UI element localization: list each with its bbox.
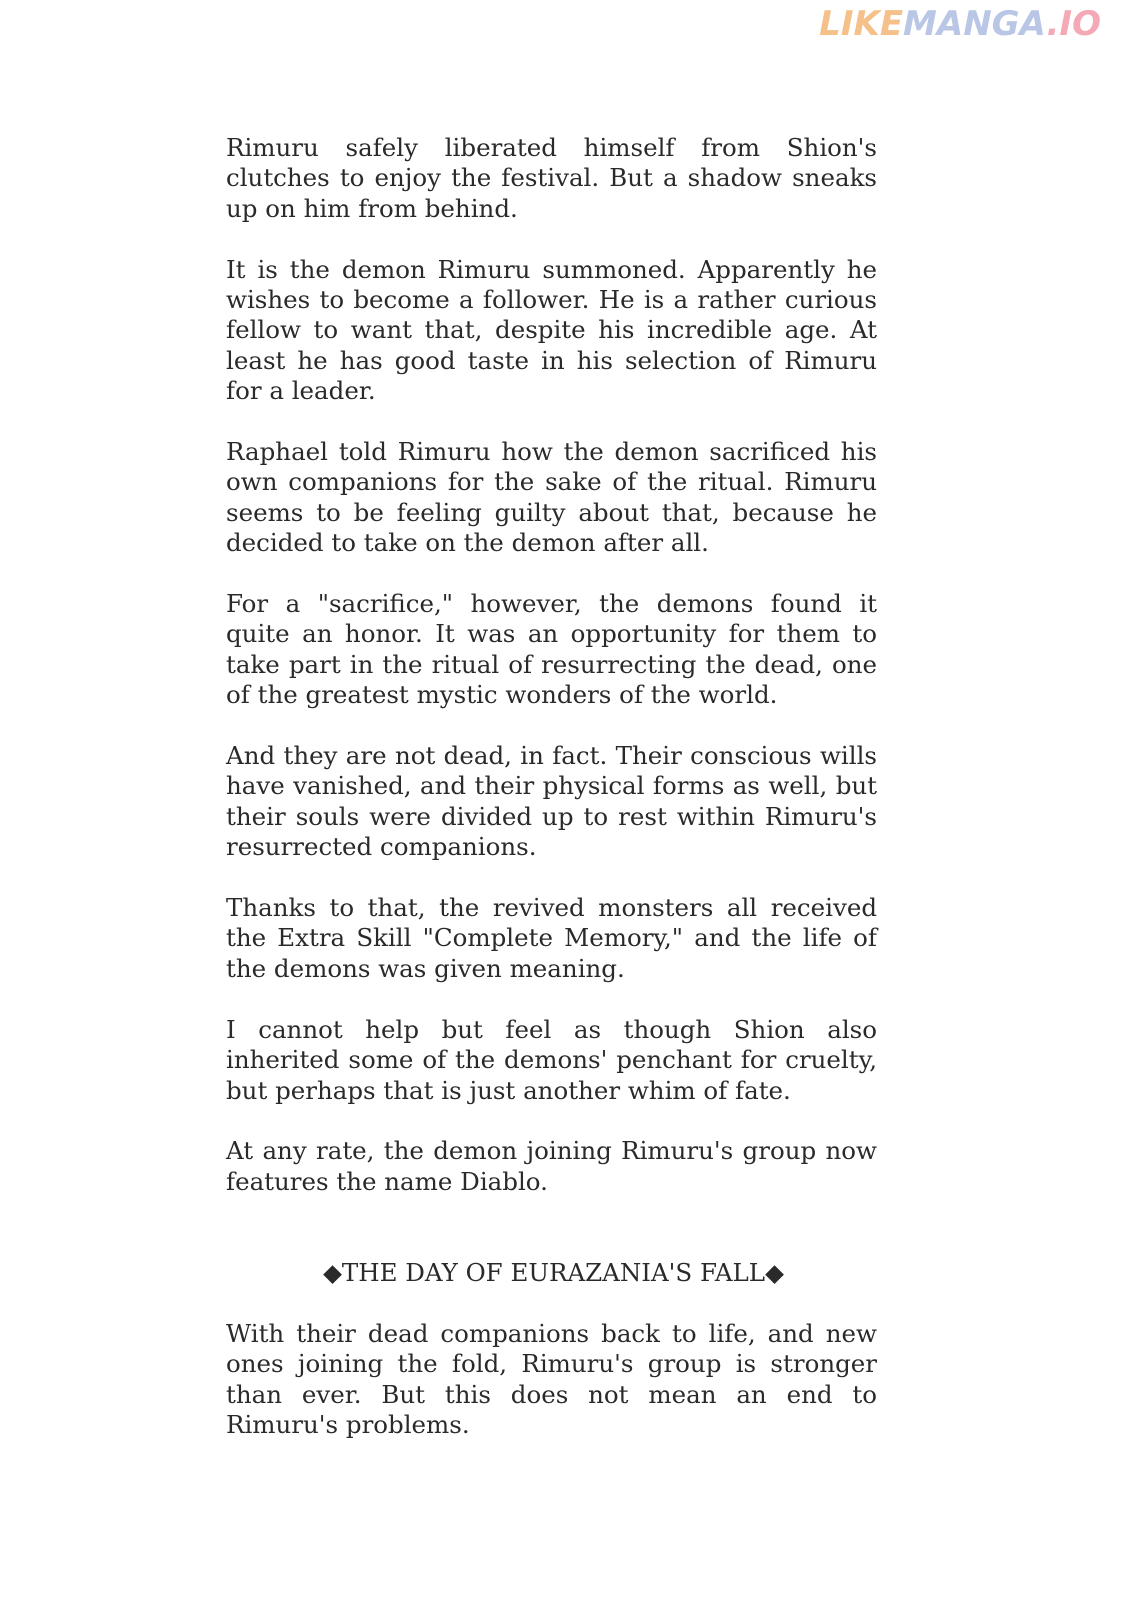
watermark-part-3: .IO — [1046, 4, 1101, 44]
paragraph-4: For a "sacrifice," however, the demons found it quite an honor. It was an opportunity for them to take part in the ritual of resurrecting the dead, one of the greatest mystic wonders of the world. — [226, 589, 877, 710]
closing-paragraph: With their dead companions back to life, and new ones joining the fold, Rimuru's group is stronger than ever. But this does not mean an end to Rimuru's problems. — [226, 1318, 877, 1440]
watermark-part-2: MANGA — [903, 4, 1047, 44]
section-heading: ◆THE DAY OF EURAZANIA'S FALL◆ — [323, 1258, 784, 1288]
paragraph-7: I cannot help but feel as though Shion also inherited some of the demons' penchant for cruelty, but perhaps that is just another whim of fate. — [226, 1014, 877, 1105]
paragraph-5: And they are not dead, in fact. Their conscious wills have vanished, and their physical forms as well, but their souls were divided up to rest within Rimuru's resurrected companions. — [226, 741, 877, 862]
paragraph-8: At any rate, the demon joining Rimuru's group now features the name Diablo. — [226, 1136, 877, 1196]
site-watermark — [819, 4, 1101, 44]
paragraph-1: Rimuru safely liberated himself from Shion's clutches to enjoy the festival. But a shadow sneaks up on him from behind. — [226, 133, 877, 223]
page-body — [226, 133, 877, 1471]
paragraph-6: Thanks to that, the revived monsters all received the Extra Skill "Complete Memory," and the life of the demons was given meaning. — [226, 893, 877, 983]
paragraph-3: Raphael told Rimuru how the demon sacrificed his own companions for the sake of the ritual. Rimuru seems to be feeling guilty about that, because he decided to take on the demon after all. — [226, 437, 877, 558]
paragraph-2: It is the demon Rimuru summoned. Apparently he wishes to become a follower. He is a rather curious fellow to want that, despite his incredible age. At least he has good taste in his selection of Rimuru for a leader. — [226, 254, 877, 406]
watermark-part-1: LIKE — [819, 4, 904, 44]
